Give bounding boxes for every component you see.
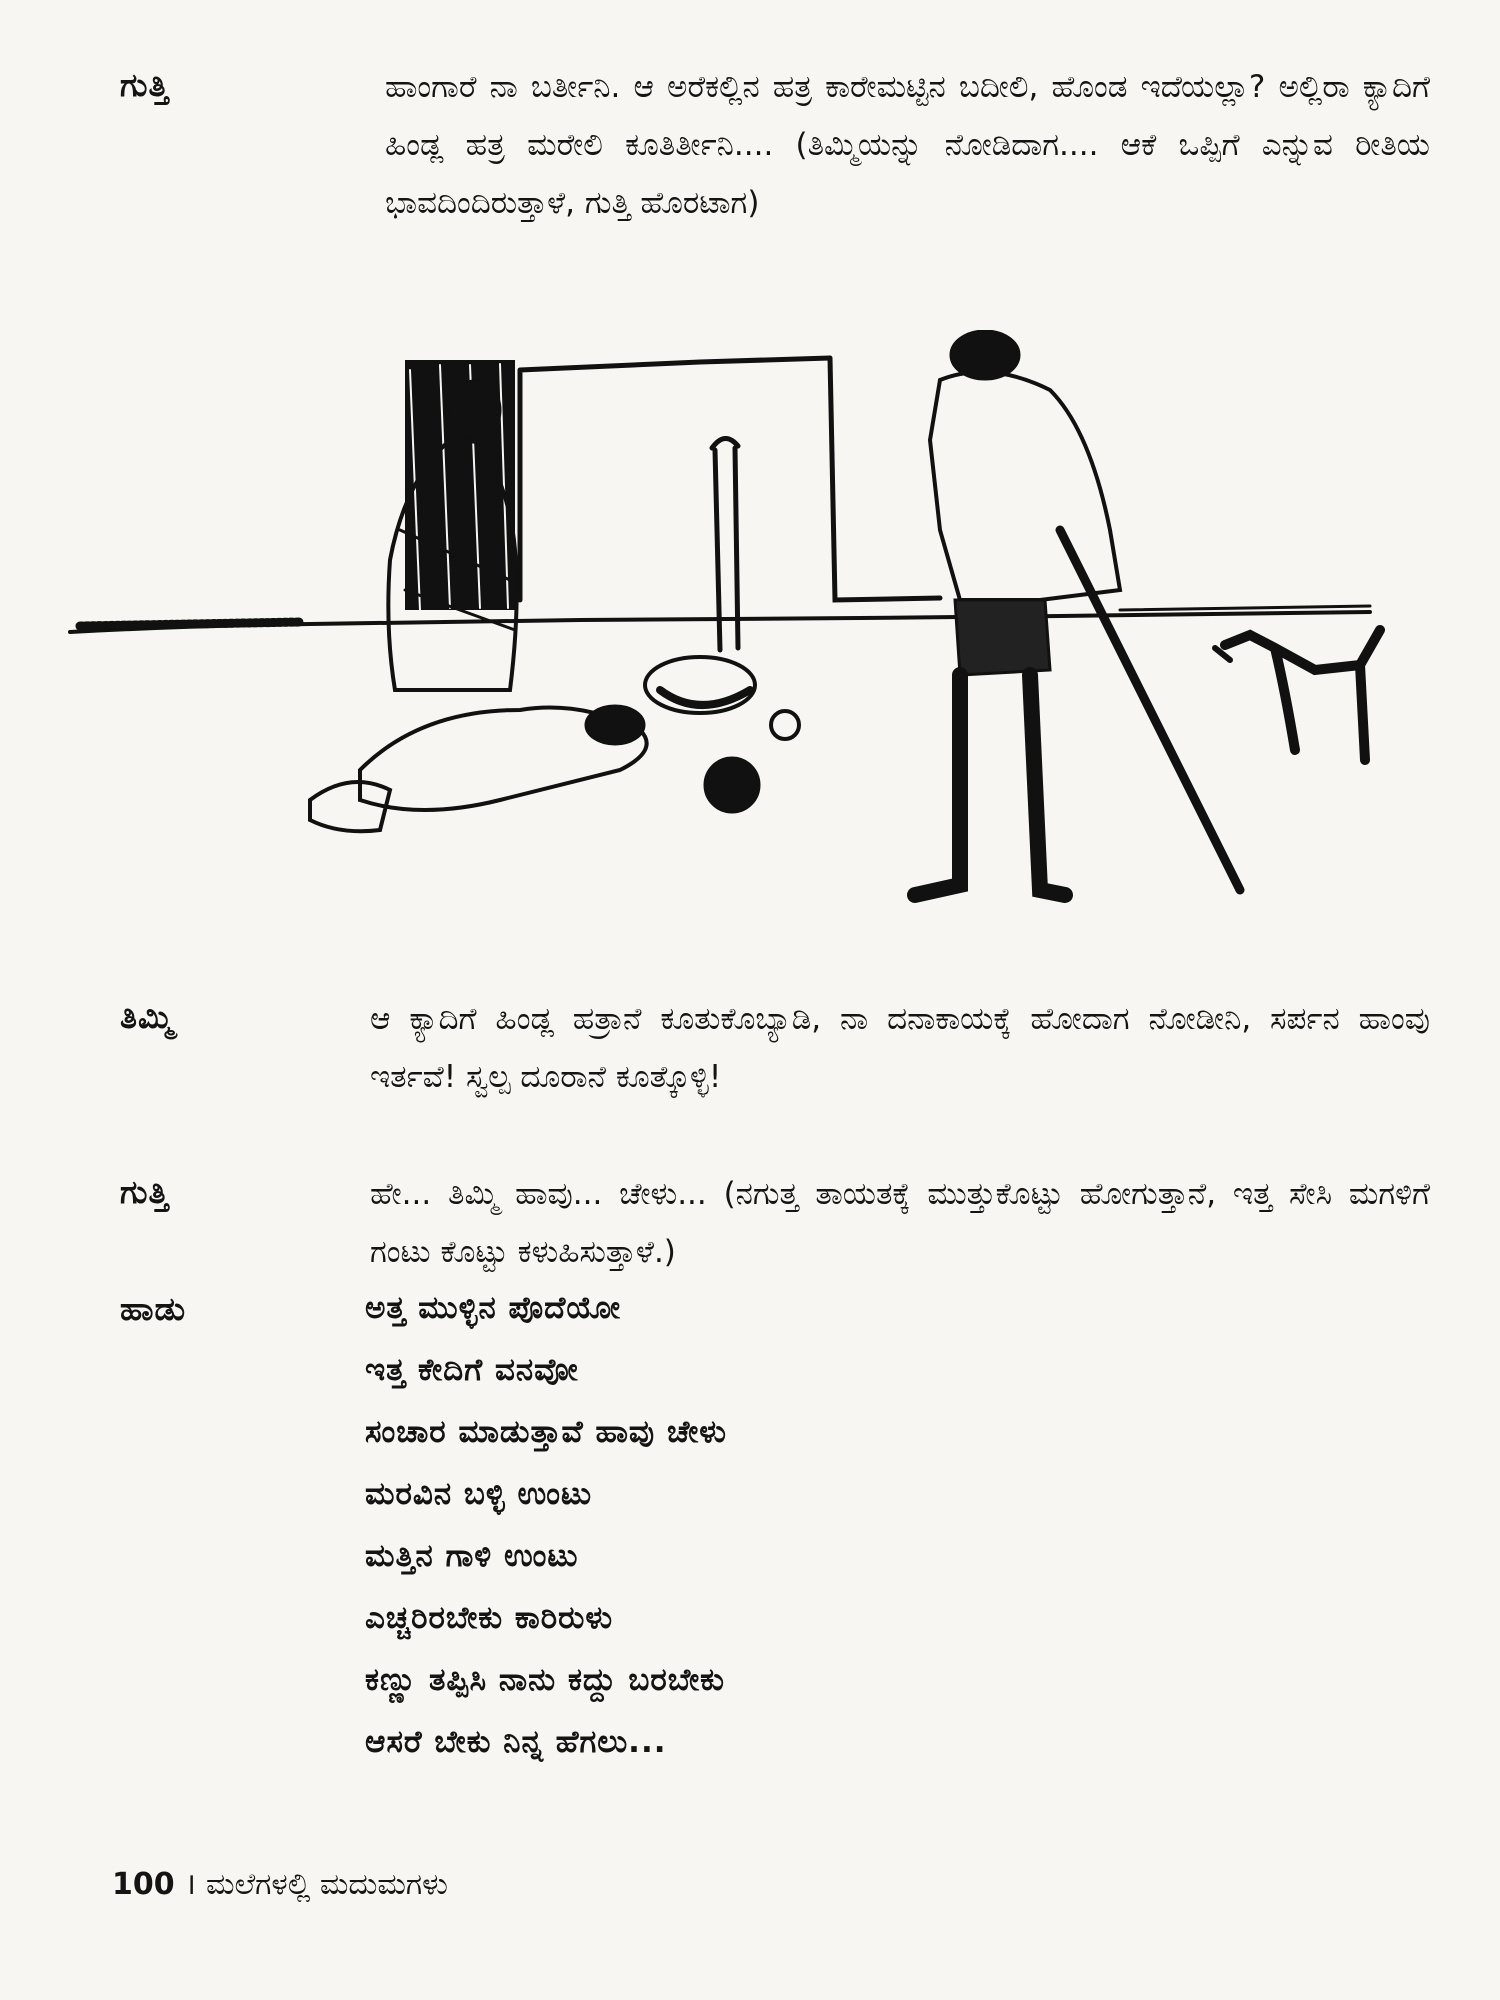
man-waist <box>955 600 1050 675</box>
speaker-name: ಗುತ್ತಿ <box>120 66 170 104</box>
song-line: ಅತ್ತ ಮುಳ್ಳಿನ ಪೊದೆಯೋ <box>365 1290 621 1326</box>
dog <box>1225 630 1380 760</box>
song-line: ಎಚ್ಚರಿರಬೇಕು ಕಾರಿರುಳು <box>365 1600 614 1636</box>
speaker-name: ಗುತ್ತಿ <box>120 1173 170 1211</box>
song-line: ಇತ್ತ ಕೇದಿಗೆ ವನವೋ <box>365 1352 579 1388</box>
song-line: ಸಂಚಾರ ಮಾಡುತ್ತಾವೆ ಹಾವು ಚೇಳು <box>365 1414 727 1450</box>
song-line: ಕಣ್ಣು ತಪ್ಪಿಸಿ ನಾನು ಕದ್ದು ಬರಬೇಕು <box>365 1662 725 1698</box>
song-line: ಆಸರೆ ಬೇಕು ನಿನ್ನ ಹೆಗಲು... <box>365 1724 667 1760</box>
woman-head <box>449 380 501 440</box>
sketch-illustration <box>60 330 1440 930</box>
speech-text: ಹೇ... ತಿಮ್ಮಿ ಹಾವು... ಚೇಳು... (ನಗುತ್ತ ತಾಯತಕ್ಕೆ ಮುತ್ತುಕೊಟ್ಟು ಹೋಗುತ್ತಾನೆ, ಇತ್ತ ಸೇಸಿ ಮಗಳಿಗೆ ಗಂಟು ಕೊಟ್ಟು ಕಳುಹಿಸುತ್ತಾಳೆ.) <box>370 1176 1430 1270</box>
man-shirt <box>930 372 1120 600</box>
song-line: ಮತ್ತಿನ ಗಾಳಿ ಉಂಟು <box>365 1538 579 1574</box>
pot <box>704 757 760 813</box>
speech-text: ಹಾಂಗಾರೆ ನಾ ಬರ್ತೀನಿ. ಆ ಅರೆಕಲ್ಲಿನ ಹತ್ರ ಕಾರೇಮಟ್ಟಿನ ಬದೀಲಿ, ಹೊಂಡ ಇದೆಯಲ್ಲಾ? ಅಲ್ಲಿರಾ ಕ್ಯಾದಿಗೆ ಹಿಂಡ್ಲ ಹತ್ರ ಮರೇಲಿ ಕೂತಿರ್ತೀನಿ.... (ತಿಮ್ಮಿಯನ್ನು ನೋಡಿದಾಗ.... ಆಕೆ ಒಪ್ಪಿಗೆ ಎನ್ನುವ ರೀತಿಯ ಭಾವದಿಂದಿರುತ್ತಾಳೆ, ಗುತ್ತಿ ಹೊರಟಾಗ) <box>385 69 1430 221</box>
song-line: ಮರವಿನ ಬಳ್ಳಿ ಉಂಟು <box>365 1476 593 1512</box>
speech-text: ಆ ಕ್ಯಾದಿಗೆ ಹಿಂಡ್ಲ ಹತ್ರಾನೆ ಕೂತುಕೊಬ್ಯಾಡಿ, ನಾ ದನಾಕಾಯಕ್ಕೆ ಹೋದಾಗ ನೋಡೀನಿ, ಸರ್ಪನ ಹಾಂವು ಇರ್ತವೆ! ಸ್ವಲ್ಪ ದೂರಾನೆ ಕೂತ್ಕೊಳ್ಳಿ! <box>370 1001 1430 1095</box>
speaker-name: ತಿಮ್ಮಿ <box>120 998 174 1036</box>
door-frame <box>520 358 940 600</box>
walking-stick <box>1060 530 1240 890</box>
page-number: 100 <box>112 1867 175 1902</box>
book-title: ಮಲೆಗಳಲ್ಲಿ ಮದುಮಗಳು <box>206 1867 448 1902</box>
page-footer <box>112 1862 448 1903</box>
man-legs <box>915 675 1065 895</box>
song-label: ಹಾಡು <box>120 1290 187 1328</box>
ground-line-right <box>1120 606 1370 610</box>
ground-hatch-left <box>80 622 300 626</box>
footer-separator: । <box>184 1867 196 1902</box>
